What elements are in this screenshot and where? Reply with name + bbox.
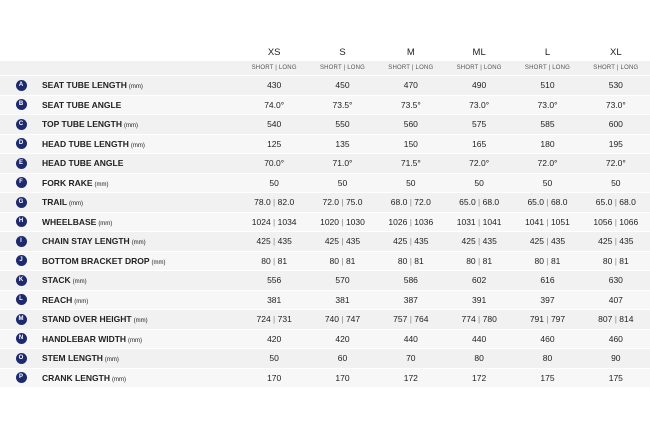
row-letter-badge: G: [16, 197, 27, 208]
short-value: 425: [256, 236, 271, 247]
value-cell: 170: [308, 368, 376, 387]
table-row: [0, 251, 650, 271]
value-cell: 50: [582, 173, 650, 193]
long-value: 72.0: [414, 197, 431, 208]
measurement-name: SEAT TUBE ANGLE: [42, 99, 122, 110]
value-cell: 50: [308, 173, 376, 193]
long-value: 814: [619, 314, 634, 325]
size-header-m: M: [377, 44, 445, 61]
value-cell: [582, 310, 650, 330]
value-cell: 172: [377, 368, 445, 387]
value-separator: |: [339, 236, 346, 247]
value-cell: 73.0°: [513, 95, 581, 115]
value-cell: 90: [582, 349, 650, 369]
measurement-unit: (mm): [151, 259, 166, 266]
value-cell: 387: [377, 290, 445, 310]
value-cell: [582, 251, 650, 271]
value-separator: |: [612, 197, 620, 208]
size-header-l: L: [513, 44, 581, 61]
value-separator: |: [475, 314, 483, 325]
long-value: 435: [550, 236, 566, 247]
long-value: 81: [414, 255, 424, 266]
value-separator: |: [544, 314, 551, 325]
long-value: 1066: [619, 216, 639, 227]
value-cell: 74.0°: [240, 95, 308, 115]
value-cell: 50: [377, 173, 445, 193]
long-value: 81: [345, 255, 356, 266]
short-value: 68.0: [390, 197, 408, 208]
value-cell: [445, 232, 513, 252]
table-row: [0, 271, 650, 291]
value-separator: |: [612, 255, 620, 266]
value-cell: [377, 310, 445, 330]
size-header-xs: XS: [240, 44, 308, 61]
value-cell: 175: [513, 368, 581, 387]
table-row: [0, 193, 650, 213]
long-value: 435: [345, 236, 361, 247]
short-value: 80: [602, 255, 613, 266]
measurement-name: CRANK LENGTH: [42, 372, 110, 383]
long-value: 82.0: [277, 197, 295, 208]
short-value: 1024: [251, 216, 271, 227]
measurement-unit: (mm): [133, 318, 148, 325]
measurement-name: REACH: [42, 294, 73, 305]
value-separator: |: [612, 236, 620, 247]
table-row: [0, 212, 650, 232]
row-letter-badge: E: [16, 158, 27, 169]
row-letter-badge: K: [16, 275, 27, 286]
table-row: [0, 368, 650, 387]
value-cell: 71.0°: [308, 154, 376, 174]
value-separator: |: [544, 255, 551, 266]
value-separator: |: [339, 255, 346, 266]
value-separator: |: [544, 216, 551, 227]
short-long-label: SHORT | LONG: [513, 61, 581, 76]
value-cell: [513, 212, 581, 232]
value-cell: [308, 232, 376, 252]
value-cell: 407: [582, 290, 650, 310]
measurement-unit: (mm): [94, 181, 109, 188]
value-separator: |: [270, 255, 278, 266]
value-cell: 585: [513, 115, 581, 135]
measurement-name: WHEELBASE: [42, 216, 97, 227]
short-value: 724: [256, 314, 271, 325]
long-value: 764: [414, 314, 429, 325]
value-cell: 195: [582, 134, 650, 154]
measurement-name: CHAIN STAY LENGTH: [42, 236, 130, 247]
table-row: [0, 95, 650, 115]
value-cell: 73.0°: [582, 95, 650, 115]
value-cell: 70: [377, 349, 445, 369]
value-cell: 172: [445, 368, 513, 387]
table-row: [0, 154, 650, 174]
row-letter-badge: L: [16, 294, 27, 305]
short-value: 774: [461, 314, 476, 325]
value-cell: [240, 251, 308, 271]
size-header-ml: ML: [445, 44, 513, 61]
value-separator: |: [407, 216, 415, 227]
long-value: 81: [550, 255, 561, 266]
value-cell: [445, 251, 513, 271]
size-header-s: S: [308, 44, 376, 61]
value-cell: [308, 212, 376, 232]
value-cell: 616: [513, 271, 581, 291]
short-long-label: SHORT | LONG: [445, 61, 513, 76]
value-cell: 50: [445, 173, 513, 193]
value-cell: 50: [240, 173, 308, 193]
value-cell: [240, 232, 308, 252]
value-cell: 50: [513, 173, 581, 193]
value-cell: 450: [308, 76, 376, 96]
value-cell: 381: [308, 290, 376, 310]
long-value: 81: [482, 255, 493, 266]
row-letter-badge: A: [16, 80, 27, 91]
row-letter-badge: C: [16, 119, 27, 130]
value-cell: 71.5°: [377, 154, 445, 174]
measurement-name: STACK: [42, 275, 71, 286]
measurement-unit: (mm): [131, 240, 146, 247]
value-separator: |: [475, 197, 483, 208]
value-cell: 490: [445, 76, 513, 96]
value-cell: [582, 212, 650, 232]
long-value: 780: [482, 314, 497, 325]
long-value: 75.0: [345, 197, 363, 208]
value-separator: |: [475, 255, 483, 266]
value-cell: 600: [582, 115, 650, 135]
value-cell: [513, 193, 581, 213]
value-separator: |: [612, 216, 620, 227]
long-value: 435: [277, 236, 292, 247]
measurement-unit: (mm): [128, 84, 143, 91]
short-value: 425: [461, 236, 476, 247]
long-value: 81: [619, 255, 629, 266]
value-cell: 420: [240, 329, 308, 349]
value-cell: 430: [240, 76, 308, 96]
value-cell: 73.5°: [308, 95, 376, 115]
short-value: 1041: [525, 216, 544, 227]
short-value: 65.0: [459, 197, 476, 208]
short-long-subheader-row: [0, 61, 650, 76]
geometry-rows: [0, 76, 650, 388]
short-value: 740: [324, 314, 340, 325]
row-letter-badge: P: [16, 372, 27, 383]
measurement-name: HEAD TUBE ANGLE: [42, 158, 124, 169]
long-value: 1041: [482, 216, 502, 227]
short-value: 80: [261, 255, 271, 266]
row-letter-badge: N: [16, 333, 27, 344]
row-letter-badge: J: [16, 255, 27, 266]
row-letter-badge: D: [16, 138, 27, 149]
measurement-name: STEM LENGTH: [42, 353, 103, 364]
value-separator: |: [270, 236, 278, 247]
short-value: 80: [397, 255, 408, 266]
long-value: 1030: [345, 216, 365, 227]
short-value: 757: [393, 314, 408, 325]
value-cell: 460: [582, 329, 650, 349]
short-long-label: SHORT | LONG: [377, 61, 445, 76]
short-value: 80: [534, 255, 544, 266]
geometry-table: [0, 44, 650, 387]
table-row: [0, 349, 650, 369]
long-value: 435: [482, 236, 497, 247]
short-value: 807: [598, 314, 613, 325]
measurement-name: TOP TUBE LENGTH: [42, 119, 122, 130]
value-cell: [377, 251, 445, 271]
measurement-name: FORK RAKE: [42, 177, 93, 188]
row-letter-badge: F: [16, 177, 27, 188]
value-separator: |: [339, 216, 346, 227]
long-value: 68.0: [619, 197, 636, 208]
value-cell: 72.0°: [582, 154, 650, 174]
value-cell: [513, 232, 581, 252]
measurement-name: BOTTOM BRACKET DROP: [42, 255, 150, 266]
row-letter-badge: H: [16, 216, 27, 227]
short-value: 1031: [456, 216, 476, 227]
value-cell: 180: [513, 134, 581, 154]
value-cell: 165: [445, 134, 513, 154]
size-header-xl: XL: [582, 44, 650, 61]
value-separator: |: [544, 236, 551, 247]
value-cell: 170: [240, 368, 308, 387]
value-cell: 586: [377, 271, 445, 291]
short-value: 72.0: [322, 197, 340, 208]
value-separator: |: [475, 236, 483, 247]
value-cell: 530: [582, 76, 650, 96]
value-cell: 80: [445, 349, 513, 369]
value-separator: |: [339, 314, 346, 325]
short-long-label: SHORT | LONG: [240, 61, 308, 76]
short-value: 791: [529, 314, 544, 325]
value-separator: |: [270, 314, 278, 325]
short-value: 80: [466, 255, 476, 266]
long-value: 1051: [550, 216, 570, 227]
value-cell: 60: [308, 349, 376, 369]
value-cell: [445, 212, 513, 232]
short-value: 1056: [593, 216, 613, 227]
measurement-unit: (mm): [104, 357, 119, 364]
value-cell: [240, 310, 308, 330]
short-value: 425: [598, 236, 613, 247]
value-cell: 460: [513, 329, 581, 349]
value-cell: 73.0°: [445, 95, 513, 115]
measurement-unit: (mm): [72, 279, 87, 286]
measurement-unit: (mm): [69, 201, 84, 208]
short-value: 1020: [320, 216, 340, 227]
value-separator: |: [407, 197, 415, 208]
long-value: 731: [277, 314, 292, 325]
measurement-unit: (mm): [123, 123, 138, 130]
value-cell: 381: [240, 290, 308, 310]
value-cell: [377, 193, 445, 213]
long-value: 68.0: [482, 197, 500, 208]
table-row: [0, 173, 650, 193]
value-separator: |: [339, 197, 346, 208]
short-value: 80: [329, 255, 340, 266]
value-separator: |: [544, 197, 551, 208]
value-cell: 602: [445, 271, 513, 291]
value-cell: [308, 310, 376, 330]
value-cell: [240, 193, 308, 213]
value-cell: 72.0°: [513, 154, 581, 174]
value-cell: 510: [513, 76, 581, 96]
value-cell: [445, 193, 513, 213]
value-cell: [240, 212, 308, 232]
measurement-unit: (mm): [130, 142, 145, 149]
value-separator: |: [407, 314, 415, 325]
value-cell: [377, 232, 445, 252]
value-cell: [582, 232, 650, 252]
table-row: [0, 134, 650, 154]
value-cell: [308, 251, 376, 271]
measurement-unit: (mm): [74, 298, 89, 305]
short-value: 65.0: [595, 197, 613, 208]
value-cell: 420: [308, 329, 376, 349]
long-value: 747: [345, 314, 361, 325]
measurement-name: SEAT TUBE LENGTH: [42, 80, 127, 91]
value-cell: 397: [513, 290, 581, 310]
value-separator: |: [270, 197, 278, 208]
measurement-name: TRAIL: [42, 197, 68, 208]
value-separator: |: [407, 236, 415, 247]
short-value: 425: [393, 236, 408, 247]
table-row: [0, 76, 650, 96]
value-cell: 125: [240, 134, 308, 154]
table-row: [0, 115, 650, 135]
long-value: 435: [619, 236, 634, 247]
table-row: [0, 290, 650, 310]
value-separator: |: [407, 255, 415, 266]
value-cell: 70.0°: [240, 154, 308, 174]
measurement-name: HANDLEBAR WIDTH: [42, 333, 127, 344]
measurement-unit: (mm): [98, 220, 113, 227]
value-cell: [513, 251, 581, 271]
size-header-row: [0, 44, 650, 61]
long-value: 68.0: [550, 197, 568, 208]
value-separator: |: [612, 314, 620, 325]
value-cell: 575: [445, 115, 513, 135]
row-letter-badge: B: [16, 99, 27, 110]
short-value: 425: [529, 236, 544, 247]
short-value: 78.0: [254, 197, 271, 208]
value-cell: [377, 212, 445, 232]
value-cell: 440: [377, 329, 445, 349]
value-cell: 440: [445, 329, 513, 349]
value-cell: 570: [308, 271, 376, 291]
table-row: [0, 329, 650, 349]
long-value: 81: [277, 255, 288, 266]
value-separator: |: [475, 216, 483, 227]
row-letter-badge: I: [16, 236, 27, 247]
value-cell: 560: [377, 115, 445, 135]
short-value: 1026: [388, 216, 408, 227]
value-cell: [445, 310, 513, 330]
row-letter-badge: O: [16, 353, 27, 364]
short-value: 65.0: [527, 197, 544, 208]
short-long-label: SHORT | LONG: [582, 61, 650, 76]
value-cell: 550: [308, 115, 376, 135]
long-value: 1034: [277, 216, 297, 227]
long-value: 797: [550, 314, 566, 325]
long-value: 435: [414, 236, 429, 247]
table-row: [0, 310, 650, 330]
value-cell: 540: [240, 115, 308, 135]
value-cell: 470: [377, 76, 445, 96]
measurement-unit: (mm): [128, 337, 143, 344]
value-cell: 135: [308, 134, 376, 154]
measurement-unit: (mm): [112, 376, 126, 383]
value-cell: 630: [582, 271, 650, 291]
table-row: [0, 232, 650, 252]
value-cell: [582, 193, 650, 213]
value-cell: [308, 193, 376, 213]
long-value: 1036: [414, 216, 434, 227]
value-cell: 80: [513, 349, 581, 369]
value-cell: 72.0°: [445, 154, 513, 174]
measurement-name: STAND OVER HEIGHT: [42, 314, 132, 325]
measurement-name: HEAD TUBE LENGTH: [42, 138, 129, 149]
value-cell: 175: [582, 368, 650, 387]
value-separator: |: [270, 216, 278, 227]
short-value: 425: [324, 236, 340, 247]
value-cell: 73.5°: [377, 95, 445, 115]
short-long-label: SHORT | LONG: [308, 61, 376, 76]
value-cell: [513, 310, 581, 330]
value-cell: 50: [240, 349, 308, 369]
value-cell: 150: [377, 134, 445, 154]
value-cell: 391: [445, 290, 513, 310]
value-cell: 556: [240, 271, 308, 291]
row-letter-badge: M: [16, 314, 27, 325]
